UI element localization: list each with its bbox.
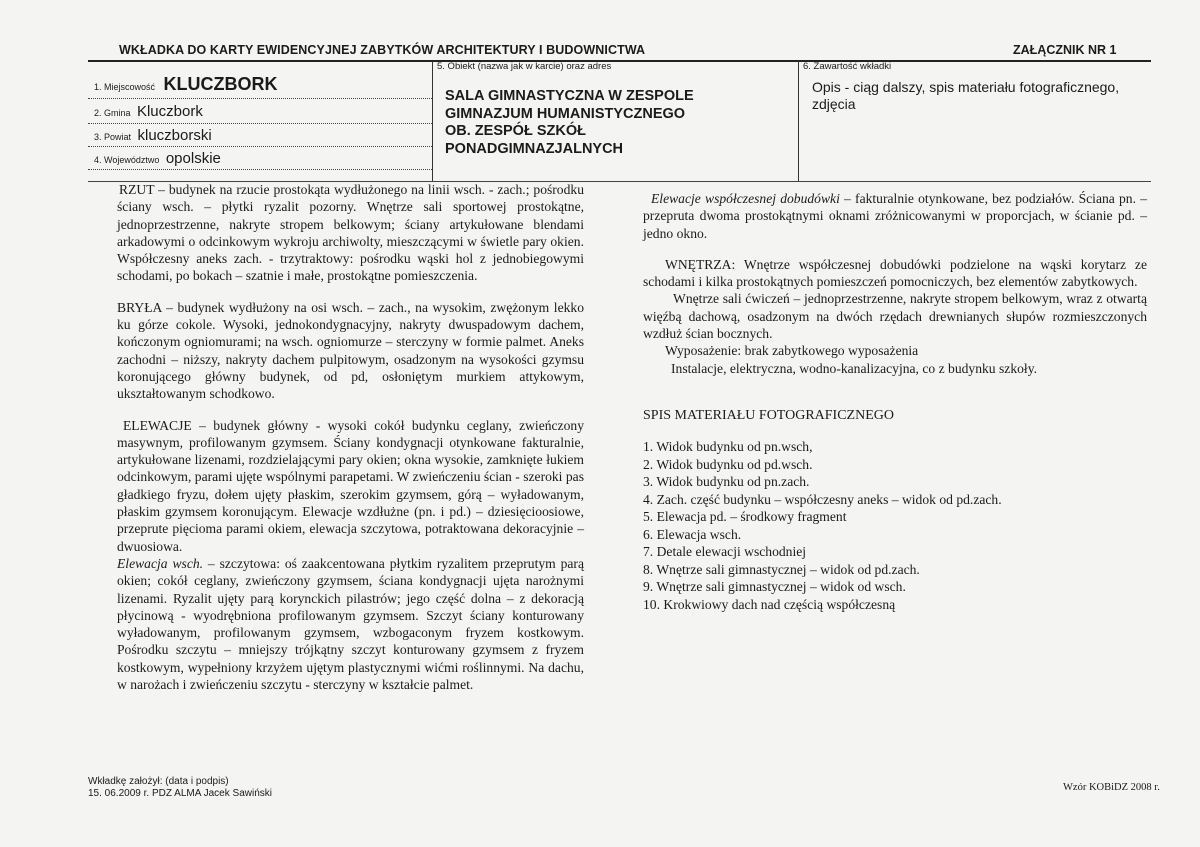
header-rule — [88, 60, 1151, 62]
annex-label: ZAŁĄCZNIK NR 1 — [1013, 43, 1117, 57]
field-value: KLUCZBORK — [163, 74, 278, 94]
list-item: 3. Widok budynku od pn.zach. — [643, 474, 810, 490]
field-label: 3. Powiat — [94, 132, 132, 142]
field-voivodeship — [94, 150, 221, 168]
object-line: GIMNAZJUM HUMANISTYCZNEGO — [445, 105, 686, 122]
contents-label: 6. Zawartość wkładki — [803, 61, 892, 72]
field-label: 1. Miejscowość — [94, 82, 156, 92]
field-rule — [88, 169, 432, 170]
paragraph-hall: Wnętrze sali ćwiczeń – jednoprzestrzenne, nakryte stropem belkowym, wraz z otwartą więźbą dachową, osadzonym na dwóch rzędach drewnianych słupów rozmieszczonych wzdłuż ścian bocznych. — [643, 291, 1147, 342]
list-item: 7. Detale elewacji wschodniej — [643, 544, 807, 560]
east-facade-text: – szczytowa: oś zaakcentowana płytkim ryzalitem przeprutym parą okien; cokół ceglany, zwieńczony gzymsem, ściana kondygnacji ujęta narożnymi lizenami. Ryzalit ujęty parą korynckich pilastrów; jego część dolna – z dekoracją płycinową - wyodrębniona profilowanym gzymsem. Szczyt ściany konturowany wyładowanym, profilowanym gzymsem, wzbogaconym fryzem kostkowym. Pośrodku szczytu – mniejszy trójkątny szczyt konturowany gzymsem z fryzem kostkowym, wypełniony krzyżem ujętym plastycznymi wićmi roślinnymi. Na dachu, w narożach i zwieńczeniu szczytu - sterczyny w kształcie palmet. — [117, 555, 584, 693]
form-divider — [432, 61, 433, 181]
field-rule — [88, 123, 432, 124]
modern-facade-text: – fakturalnie otynkowane, bez podziałów. Ściana pn. – przepruta dwoma prostokątnymi oknami zróżnicowanymi w proporcjach, w ścianie pd. – jedno okno. — [643, 191, 1147, 241]
form-divider — [798, 61, 799, 181]
list-item: 9. Wnętrze sali gimnastycznej – widok od wsch. — [643, 579, 906, 595]
paragraph-installations: Instalacje, elektryczna, wodno-kanalizacyjna, co z budynku szkoły. — [671, 360, 1038, 376]
document-title: WKŁADKA DO KARTY EWIDENCYJNEJ ZABYTKÓW ARCHITEKTURY I BUDOWNICTWA — [119, 43, 646, 57]
author-value: 15. 06.2009 r. PDZ ALMA Jacek Sawiński — [88, 788, 272, 799]
object-name — [445, 88, 795, 158]
field-value: kluczborski — [137, 127, 212, 144]
form-version: Wzór KOBiDZ 2008 r. — [1063, 782, 1160, 793]
description-right-column — [643, 190, 1147, 613]
paragraph-interiors: WNĘTRZA: Wnętrze współczesnej dobudówki podzielone na wąski korytarz ze schodami i kilka prostokątnych pomieszczeń pomocniczych, bez elementów zabytkowych. — [643, 256, 1147, 290]
paragraph-plan: RZUT – budynek na rzucie prostokąta wydłużonego na linii wsch. - zach.; pośrodku ściany wsch. – płytki ryzalit pozorny. Wnętrze sali sportowej prostokątne, jednoprzestrzenne, nakryte stropem belkowym; ściany artykułowane blendami arkadowymi o odcinkowym wykroju archiwolty, mieszczącymi w świetle pary okien. Współczesny aneks zach. - trzytraktowy: pośrodku wąski hol z jednobiegowymi schodami, po bokach – szatnie i małe, prostokątne pomieszczenia. — [117, 182, 584, 284]
paragraph-east-facade — [117, 555, 584, 693]
field-value: Kluczbork — [136, 103, 203, 120]
list-item: 2. Widok budynku od pd.wsch. — [643, 456, 813, 472]
paragraph-mass: BRYŁA – budynek wydłużony na osi wsch. – zach., na wysokim, zwężonym lekko ku górze cokole. Wysoki, jednokondygnacyjny, nakryty dwuspadowym dachem, kończonym ogniomurami; na wsch. ogniomurze – sterczyny w formie palmet. Aneks zachodni – niższy, nakryty dachem pulpitowym, osadzonym na wysokości gzymsu koronującego główny budynek, od pd, osłoniętym murkiem attykowym, ukształtowanym schodkowo. — [117, 299, 584, 402]
author-block — [88, 776, 272, 800]
field-rule — [88, 98, 432, 99]
contents-text: Opis - ciąg dalszy, spis materiału fotograficznego, zdjęcia — [812, 79, 1120, 112]
author-label: Wkładkę założył: (data i podpis) — [88, 776, 229, 787]
field-county — [94, 127, 212, 145]
east-facade-label: Elewacja wsch. — [117, 555, 204, 571]
photo-list — [643, 438, 1147, 613]
list-item: 5. Elewacja pd. – środkowy fragment — [643, 509, 847, 525]
paragraph-facades: ELEWACJE – budynek główny - wysoki cokół budynku ceglany, zwieńczony masywnym, profilowanym gzymsem. Ściany kondygnacji otynkowane fakturalnie, artykułowane lizenami, rozdzielającymi pary okien; okna wysokie, zamknięte łukiem odcinkowym, parami ujęte wspólnymi parapetami. W zwieńczeniu ścian - szeroki pas gładkiego fryzu, dołem ujęty płaskim, szerokim gzymsem, górą – wyładowanym, płaskim gzymsem koronującym. Elewacje wzdłużne (pn. i pd.) – dziesięcioosiowe, przeprute pięcioma parami okiem, elewacja szczytowa, potraktowana dekoracyjnie – dwuosiowa. — [117, 417, 584, 554]
modern-facade-label: Elewacje współczesnej dobudówki — [651, 191, 840, 206]
list-item: 8. Wnętrze sali gimnastycznej – widok od pd.zach. — [643, 561, 920, 577]
paragraph-modern-facade — [643, 190, 1147, 242]
field-value: opolskie — [165, 150, 221, 167]
object-line: SALA GIMNASTYCZNA W ZESPOLE — [445, 88, 694, 104]
field-rule — [88, 146, 432, 147]
field-commune — [94, 103, 203, 121]
field-label: 2. Gmina — [94, 108, 131, 118]
list-item: 1. Widok budynku od pn.wsch, — [643, 439, 813, 455]
description-left-column — [117, 181, 584, 693]
list-item: 4. Zach. część budynku – współczesny aneks – widok od pd.zach. — [643, 491, 1002, 507]
field-locality — [94, 74, 277, 95]
field-label: 4. Województwo — [94, 155, 160, 165]
list-item: 10. Krokwiowy dach nad częścią współczesną — [643, 596, 896, 612]
object-label: 5. Obiekt (nazwa jak w karcie) oraz adres — [437, 61, 612, 72]
object-line: PONADGIMNAZJALNYCH — [445, 140, 624, 157]
photo-list-heading: SPIS MATERIAŁU FOTOGRAFICZNEGO — [643, 407, 894, 423]
paragraph-equipment: Wyposażenie: brak zabytkowego wyposażenia — [665, 343, 919, 359]
list-item: 6. Elewacja wsch. — [643, 526, 742, 542]
object-line: OB. ZESPÓŁ SZKÓŁ — [445, 123, 586, 139]
